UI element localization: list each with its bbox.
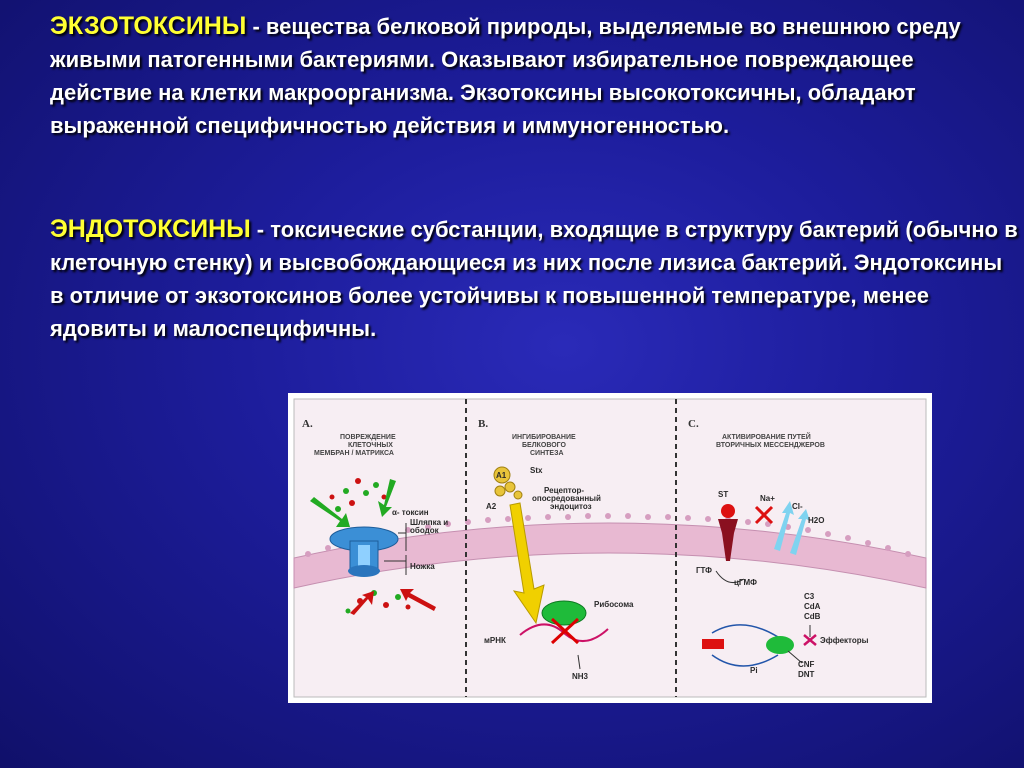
ribosome [542,601,586,625]
endotoxin-definition [50,213,1020,345]
label-a1: A1 [496,471,507,480]
panel-b-letter: B. [478,418,489,430]
label-cgmp: цГМФ [734,578,757,587]
exotoxin-text: вещества белковой природы, выделяемые во внешнюю среду живыми патогенными бактериями. Оказывают избирательное повреждающее действие на клетки макроорганизма. Экзотоксины высокотоксичны, обладают выраженной специфичностью действия и иммуногенностью. [50,14,961,138]
label-na: Na+ [760,494,775,503]
label-stx: Stx [530,466,543,475]
endotoxin-term: ЭНДОТОКСИНЫ [50,215,251,243]
toxin-mechanisms-diagram [288,393,932,703]
label-ribosome: Рибосома [594,600,634,609]
label-cdb: CdB [804,612,821,621]
label-receptor-3: эндоцитоз [550,502,592,511]
label-a2: A2 [486,502,497,511]
panel-a-heading-3: МЕМБРАН / МАТРИКСА [314,450,394,457]
panel-b-heading-1: ИНГИБИРОВАНИЕ [512,434,576,441]
label-c3: C3 [804,592,815,601]
label-cap-2: ободок [410,526,439,535]
label-cap: Шляпка и [410,518,449,527]
label-nh3: NH3 [572,672,589,681]
label-cda: CdA [804,602,821,611]
toxin-mechanisms-figure [288,393,932,703]
exotoxin-dash: - [252,14,260,39]
rho-gtp [766,636,794,654]
label-cl: Cl- [792,502,803,511]
st-toxin [721,504,735,518]
label-receptor-2: опосредованный [532,494,601,503]
panel-b-heading-2: БЕЛКОВОГО [522,442,566,449]
panel-c-heading-2: ВТОРИЧНЫХ МЕССЕНДЖЕРОВ [716,442,825,449]
label-alpha-toxin: α- токсин [392,508,429,517]
panel-a-heading-1: ПОВРЕЖДЕНИЕ [340,434,396,441]
label-mrna: мРНК [484,636,506,645]
panel-a-letter: A. [302,418,313,430]
label-dnt: DNT [798,670,815,679]
panel-c-heading-1: АКТИВИРОВАНИЕ ПУТЕЙ [722,434,811,441]
label-st: ST [718,490,729,499]
label-receptor-1: Рецептор- [544,486,585,495]
panel-a-heading-2: КЛЕТОЧНЫХ [348,442,393,449]
exotoxin-term: ЭКЗОТОКСИНЫ [50,12,247,40]
label-effectors: Эффекторы [820,636,869,645]
exotoxin-definition [50,10,1020,142]
panel-c-letter: C. [688,418,699,430]
label-h2o: H2O [808,516,825,525]
gdp-rho-block [702,639,724,649]
endotoxin-text: токсические субстанции, входящие в структуру бактерий (обычно в клеточную стенку) и высвобождающиеся из них после лизиса бактерий. Эндотоксины в отличие от экзотоксинов более устойчивы к повышенной температуре, менее ядовиты и малоспецифичны. [50,217,1018,341]
endotoxin-dash: - [256,217,265,242]
label-gtp: ГТФ [696,566,712,575]
label-pi: Pi [750,666,758,675]
label-stem: Ножка [410,562,435,571]
panel-b-heading-3: СИНТЕЗА [530,450,564,457]
label-cnf: CNF [798,660,815,669]
